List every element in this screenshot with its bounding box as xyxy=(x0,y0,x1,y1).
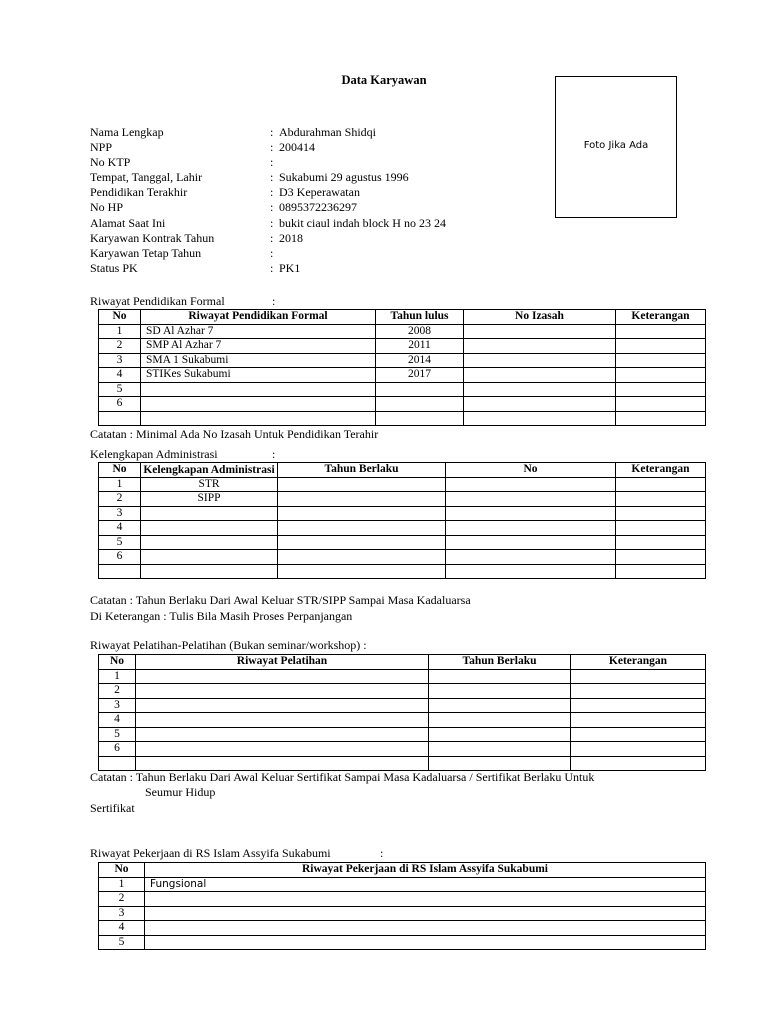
table-cell[interactable]: SIPP xyxy=(141,492,278,507)
info-label: Status PK xyxy=(90,260,138,275)
document-title: Data Karyawan xyxy=(341,73,427,87)
info-separator: : xyxy=(270,185,274,200)
table-cell[interactable]: 4 xyxy=(99,921,145,936)
table-cell[interactable] xyxy=(571,698,706,713)
column-header: No xyxy=(99,655,136,670)
info-label: Karyawan Tetap Tahun xyxy=(90,245,202,260)
info-label: Karyawan Kontrak Tahun xyxy=(90,230,215,245)
table-row xyxy=(99,906,706,921)
info-value: PK1 xyxy=(279,260,301,275)
table-cell[interactable] xyxy=(136,669,429,684)
table-header-row xyxy=(99,863,706,878)
table-cell[interactable]: 3 xyxy=(99,698,136,713)
table-cell[interactable]: 2 xyxy=(99,892,145,907)
table-cell[interactable]: 6 xyxy=(99,742,136,757)
table-cell[interactable] xyxy=(141,397,376,412)
table-cell[interactable] xyxy=(145,906,706,921)
table-row xyxy=(99,892,706,907)
table-cell[interactable]: 2014 xyxy=(376,353,464,368)
table-header-row xyxy=(99,463,706,478)
info-value: Abdurahman Shidqi xyxy=(279,125,376,139)
table-cell[interactable] xyxy=(429,669,571,684)
education-heading-text: Riwayat Pendidikan Formal xyxy=(90,294,225,308)
column-header: Riwayat Pekerjaan di RS Islam Assyifa Sukabumi xyxy=(145,863,706,878)
column-header: Tahun lulus xyxy=(376,310,464,325)
column-header: Riwayat Pelatihan xyxy=(136,655,429,670)
table-cell[interactable] xyxy=(571,756,706,771)
table-cell[interactable] xyxy=(616,477,706,492)
table-cell[interactable] xyxy=(464,382,616,397)
table-row xyxy=(99,324,706,339)
table-cell[interactable] xyxy=(616,506,706,521)
table-cell[interactable] xyxy=(141,550,278,565)
info-value: 2018 xyxy=(279,230,303,245)
table-cell[interactable] xyxy=(141,564,278,579)
work-history-table xyxy=(98,862,706,950)
table-cell[interactable]: 2 xyxy=(99,684,136,699)
table-cell[interactable] xyxy=(145,921,706,936)
table-cell[interactable] xyxy=(99,564,141,579)
table-cell[interactable] xyxy=(429,756,571,771)
table-cell[interactable] xyxy=(446,564,616,579)
table-header-row xyxy=(99,310,706,325)
table-cell[interactable] xyxy=(616,492,706,507)
table-cell[interactable] xyxy=(278,492,446,507)
table-row xyxy=(99,521,706,536)
table-cell[interactable] xyxy=(136,756,429,771)
table-cell[interactable] xyxy=(571,684,706,699)
table-cell[interactable] xyxy=(616,550,706,565)
info-value: 0895372236297 xyxy=(279,200,357,215)
table-cell[interactable] xyxy=(571,713,706,728)
table-row xyxy=(99,382,706,397)
column-header: No xyxy=(99,863,145,878)
table-cell[interactable] xyxy=(571,742,706,757)
table-cell[interactable] xyxy=(616,397,706,412)
table-cell[interactable] xyxy=(446,550,616,565)
table-row xyxy=(99,756,706,771)
table-cell[interactable]: 5 xyxy=(99,382,141,397)
table-cell[interactable]: 2008 xyxy=(376,324,464,339)
table-cell[interactable] xyxy=(99,411,141,426)
table-row xyxy=(99,921,706,936)
table-cell[interactable]: SMA 1 Sukabumi xyxy=(141,353,376,368)
work-heading-sep: : xyxy=(380,846,384,860)
table-cell[interactable] xyxy=(571,727,706,742)
table-cell[interactable] xyxy=(99,756,136,771)
table-row xyxy=(99,506,706,521)
training-table xyxy=(98,654,706,771)
table-cell[interactable] xyxy=(429,727,571,742)
administration-note-2: Di Keterangan : Tulis Bila Masih Proses Perpanjangan xyxy=(90,609,353,623)
info-separator: : xyxy=(270,200,274,215)
table-row xyxy=(99,877,706,892)
table-row xyxy=(99,353,706,368)
table-cell[interactable]: 4 xyxy=(99,713,136,728)
column-header: Tahun Berlaku xyxy=(429,655,571,670)
table-row xyxy=(99,935,706,950)
table-cell[interactable]: STR xyxy=(141,477,278,492)
info-separator: : xyxy=(270,155,274,170)
table-cell[interactable] xyxy=(429,684,571,699)
table-cell[interactable]: 3 xyxy=(99,353,141,368)
table-cell[interactable]: 4 xyxy=(99,521,141,536)
table-cell[interactable] xyxy=(278,564,446,579)
table-cell[interactable] xyxy=(616,368,706,383)
info-value: D3 Keperawatan xyxy=(279,185,360,200)
table-row xyxy=(99,411,706,426)
education-heading-sep: : xyxy=(272,294,276,308)
table-cell[interactable] xyxy=(616,411,706,426)
table-cell[interactable] xyxy=(464,411,616,426)
table-cell[interactable] xyxy=(136,684,429,699)
table-cell[interactable] xyxy=(616,564,706,579)
table-cell[interactable] xyxy=(446,521,616,536)
table-cell[interactable]: 2017 xyxy=(376,368,464,383)
administration-note-1: Catatan : Tahun Berlaku Dari Awal Keluar STR/SIPP Sampai Masa Kadaluarsa xyxy=(90,593,471,607)
info-label: NPP xyxy=(90,140,113,155)
administration-table xyxy=(98,462,706,579)
table-cell[interactable]: 4 xyxy=(99,368,141,383)
table-cell[interactable] xyxy=(141,535,278,550)
table-row xyxy=(99,397,706,412)
table-cell[interactable] xyxy=(571,669,706,684)
table-cell[interactable] xyxy=(446,477,616,492)
table-row xyxy=(99,550,706,565)
info-value: 200414 xyxy=(279,140,315,155)
table-cell[interactable] xyxy=(446,535,616,550)
table-cell[interactable] xyxy=(429,698,571,713)
info-separator: : xyxy=(270,125,274,139)
column-header: No xyxy=(446,463,616,478)
column-header: Riwayat Pendidikan Formal xyxy=(141,310,376,325)
education-heading xyxy=(90,294,276,308)
table-cell[interactable] xyxy=(136,742,429,757)
administration-heading-text: Kelengkapan Administrasi xyxy=(90,447,218,461)
table-cell[interactable] xyxy=(141,382,376,397)
table-cell[interactable] xyxy=(464,339,616,354)
table-cell[interactable]: 6 xyxy=(99,397,141,412)
info-separator: : xyxy=(270,140,274,155)
column-header: Keterangan xyxy=(616,463,706,478)
table-cell[interactable] xyxy=(141,506,278,521)
table-cell[interactable] xyxy=(278,506,446,521)
info-label: Alamat Saat Ini xyxy=(90,215,166,230)
column-header: Keterangan xyxy=(616,310,706,325)
table-cell[interactable] xyxy=(376,397,464,412)
table-cell[interactable] xyxy=(464,324,616,339)
column-header: No Izasah xyxy=(464,310,616,325)
table-cell[interactable] xyxy=(616,535,706,550)
info-separator: : xyxy=(270,170,274,185)
table-header-row xyxy=(99,655,706,670)
table-cell[interactable] xyxy=(429,742,571,757)
table-cell[interactable]: STIKes Sukabumi xyxy=(141,368,376,383)
table-cell[interactable] xyxy=(446,492,616,507)
table-row xyxy=(99,727,706,742)
info-separator: : xyxy=(270,215,274,230)
table-cell[interactable]: Fungsional xyxy=(145,877,706,892)
training-note-line-2: Seumur Hidup xyxy=(145,785,216,799)
table-cell[interactable] xyxy=(141,411,376,426)
table-cell[interactable]: SD Al Azhar 7 xyxy=(141,324,376,339)
column-header: No xyxy=(99,310,141,325)
table-cell[interactable] xyxy=(464,353,616,368)
table-row xyxy=(99,742,706,757)
table-cell[interactable]: 3 xyxy=(99,906,145,921)
column-header: Kelengkapan Administrasi xyxy=(141,463,278,478)
education-table xyxy=(98,309,706,426)
table-cell[interactable] xyxy=(141,521,278,536)
training-note-line-1: Catatan : Tahun Berlaku Dari Awal Keluar Sertifikat Sampai Masa Kadaluarsa / Sertifikat Berlaku Untuk xyxy=(90,770,595,784)
info-label: Nama Lengkap xyxy=(90,125,164,139)
column-header: Keterangan xyxy=(571,655,706,670)
table-row xyxy=(99,535,706,550)
table-cell[interactable] xyxy=(136,698,429,713)
table-row xyxy=(99,368,706,383)
table-cell[interactable] xyxy=(616,382,706,397)
info-label: Tempat, Tanggal, Lahir xyxy=(90,170,203,185)
table-cell[interactable] xyxy=(136,713,429,728)
table-cell[interactable]: 2011 xyxy=(376,339,464,354)
table-cell[interactable]: 2 xyxy=(99,339,141,354)
education-note: Catatan : Minimal Ada No Izasah Untuk Pendidikan Terahir xyxy=(90,427,379,441)
training-heading: Riwayat Pelatihan-Pelatihan (Bukan seminar/workshop) : xyxy=(90,638,367,652)
table-cell[interactable] xyxy=(464,368,616,383)
table-cell[interactable]: 3 xyxy=(99,506,141,521)
table-cell[interactable] xyxy=(278,521,446,536)
column-header: Tahun Berlaku xyxy=(278,463,446,478)
info-label: No KTP xyxy=(90,155,131,170)
administration-heading xyxy=(90,447,276,461)
table-cell[interactable]: 1 xyxy=(99,324,141,339)
table-cell[interactable] xyxy=(464,397,616,412)
administration-heading-sep: : xyxy=(272,447,276,461)
table-row xyxy=(99,713,706,728)
table-row xyxy=(99,564,706,579)
table-cell[interactable]: 5 xyxy=(99,935,145,950)
table-row xyxy=(99,669,706,684)
info-separator: : xyxy=(270,230,274,245)
table-cell[interactable] xyxy=(376,411,464,426)
table-cell[interactable] xyxy=(616,324,706,339)
table-cell[interactable] xyxy=(616,353,706,368)
work-heading-text: Riwayat Pekerjaan di RS Islam Assyifa Sukabumi xyxy=(90,846,331,860)
table-row xyxy=(99,339,706,354)
table-cell[interactable]: 1 xyxy=(99,477,141,492)
table-cell[interactable]: 5 xyxy=(99,727,136,742)
training-note-line-3: Sertifikat xyxy=(90,801,135,815)
work-heading xyxy=(90,846,384,860)
info-value: Sukabumi 29 agustus 1996 xyxy=(279,170,409,185)
table-cell[interactable]: 1 xyxy=(99,877,145,892)
info-label: Pendidikan Terakhir xyxy=(90,185,188,200)
table-cell[interactable] xyxy=(136,727,429,742)
table-row xyxy=(99,477,706,492)
table-cell[interactable] xyxy=(616,339,706,354)
table-cell[interactable] xyxy=(446,506,616,521)
table-cell[interactable] xyxy=(376,382,464,397)
table-cell[interactable]: 6 xyxy=(99,550,141,565)
table-row xyxy=(99,684,706,699)
table-row xyxy=(99,698,706,713)
info-separator: : xyxy=(270,260,274,275)
table-cell[interactable]: 2 xyxy=(99,492,141,507)
table-cell[interactable]: 1 xyxy=(99,669,136,684)
table-cell[interactable] xyxy=(278,535,446,550)
table-cell[interactable] xyxy=(145,892,706,907)
table-cell[interactable] xyxy=(145,935,706,950)
info-value: bukit ciaul indah block H no 23 24 xyxy=(279,215,446,230)
table-cell[interactable] xyxy=(278,550,446,565)
table-row xyxy=(99,492,706,507)
photo-placeholder-box xyxy=(555,76,677,218)
table-cell[interactable]: 5 xyxy=(99,535,141,550)
table-cell[interactable] xyxy=(616,521,706,536)
info-label: No HP xyxy=(90,200,124,215)
table-cell[interactable]: SMP Al Azhar 7 xyxy=(141,339,376,354)
info-separator: : xyxy=(270,245,274,260)
photo-placeholder-label: Foto Jika Ada xyxy=(583,140,649,151)
column-header: No xyxy=(99,463,141,478)
table-cell[interactable] xyxy=(278,477,446,492)
table-cell[interactable] xyxy=(429,713,571,728)
